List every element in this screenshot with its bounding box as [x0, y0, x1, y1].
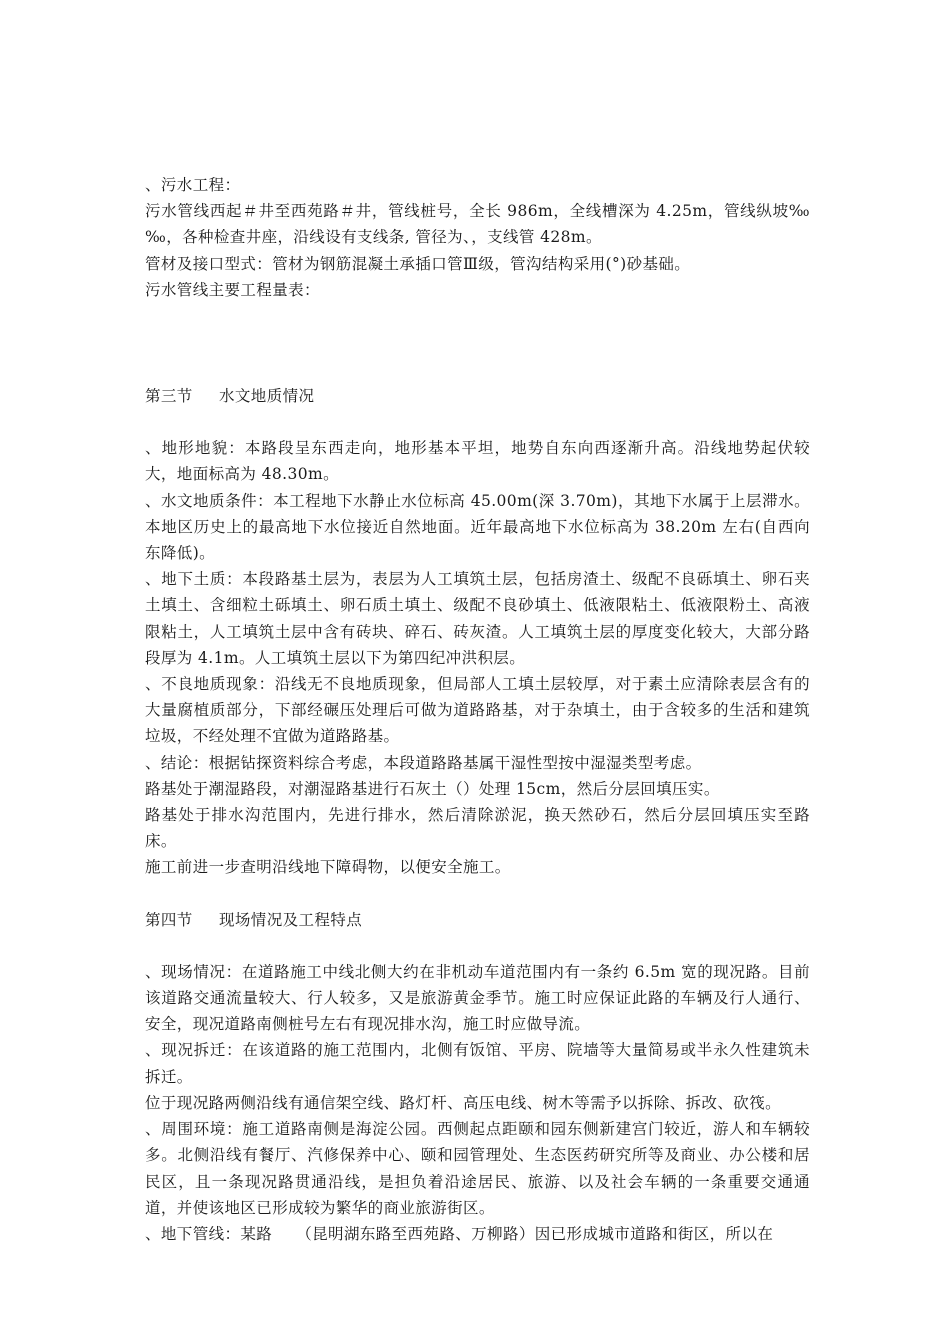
- site-condition-paragraph: 、现场情况：在道路施工中线北侧大约在非机动车道范围内有一条约 6.5m 宽的现况路。目前该道路交通流量较大、行人较多，又是旅游黄金季节。施工时应保证此路的车辆及行人通行、安全，现况道路南侧桩号左右有现况排水沟，施工时应做导流。: [145, 962, 810, 1034]
- section-4-title: 现场情况及工程特点: [219, 910, 363, 929]
- spacer: [145, 933, 810, 959]
- spacer: [145, 303, 810, 383]
- conclusion-paragraph: 、结论：根据钻探资料综合考虑，本段道路路基属干湿性型按中湿湿类型考虑。: [145, 753, 702, 772]
- hydrogeology-paragraph: 、水文地质条件：本工程地下水静止水位标高 45.00m(深 3.70m)，其地下水属于上层滞水。本地区历史上的最高地下水位接近自然地面。近年最高地下水位标高为 38.20m 左右(自西向东降低)。: [145, 491, 810, 563]
- surroundings-paragraph: 、周围环境：施工道路南侧是海淀公园。西侧起点距颐和园东侧新建宫门较近，游人和车辆较多。北侧沿线有餐厅、汽修保养中心、颐和园管理处、生态医药研究所等及商业、办公楼和居民区，且一条现况路贯通沿线，是担负着沿途居民、旅游、以及社会车辆的一条重要交通通道，并使该地区已形成较为繁华的商业旅游街区。: [145, 1120, 810, 1217]
- section-3-heading: [145, 383, 810, 409]
- spacer: [145, 881, 810, 907]
- soil-paragraph: 、地下土质：本段路基土层为，表层为人工填筑土层，包括房渣土、级配不良砾填土、卵石夹土填土、含细粒土砾填土、卵石质土填土、级配不良砂填土、低液限粘土、低液限粉土、高液限粘土，人工填筑土层中含有砖块、碎石、砖灰渣。人工填筑土层的厚度变化较大，大部分路段厚为 4.1m。人工填筑土层以下为第四纪冲洪积层。: [145, 570, 810, 667]
- spacer: [145, 409, 810, 435]
- section-3-number: 第三节: [145, 387, 193, 406]
- sewage-heading: 、污水工程：: [145, 176, 241, 194]
- obstacle-check-paragraph: 施工前进一步查明沿线地下障碍物，以便安全施工。: [145, 858, 511, 877]
- sewage-pipeline-paragraph: 污水管线西起＃井至西苑路＃井，管线桩号，全长 986m，全线槽深为 4.25m，管线纵坡‰ ‰，各种检查井座，沿线设有支线条, 管径为、，支线管 428m。: [145, 202, 810, 247]
- overhead-lines-paragraph: 位于现况路两侧沿线有通信架空线、路灯杆、高压电线、树木等需予以拆除、拆改、砍筏。: [145, 1093, 782, 1112]
- demolition-paragraph: 、现况拆迁：在该道路的施工范围内，北侧有饭馆、平房、院墙等大量简易或半永久性建筑未拆迁。: [145, 1041, 810, 1086]
- underground-pipes-paragraph: 、地下管线：某路 （昆明湖东路至西苑路、万柳路）因已形成城市道路和街区，所以在: [145, 1224, 774, 1243]
- section-3-title: 水文地质情况: [219, 387, 315, 406]
- quantity-table-caption: 污水管线主要工程量表：: [145, 280, 320, 299]
- wet-subgrade-paragraph: 路基处于潮湿路段，对潮湿路基进行石灰土（）处理 15cm，然后分层回填压实。: [145, 779, 720, 798]
- pipe-material-paragraph: 管材及接口型式：管材为钢筋混凝土承插口管Ⅲ级，管沟结构采用(°)砂基础。: [145, 254, 691, 273]
- terrain-paragraph: 、地形地貌：本路段呈东西走向，地形基本平坦，地势自东向西逐渐升高。沿线地势起伏较大，地面标高为 48.30m。: [145, 439, 810, 484]
- document-page: [145, 172, 810, 1247]
- adverse-geology-paragraph: 、不良地质现象：沿线无不良地质现象，但局部人工填土层较厚，对于素土应清除表层含有的大量腐植质部分，下部经碾压处理后可做为道路路基，对于杂填土，由于含较多的生活和建筑垃圾，不经处理不宜做为道路路基。: [145, 675, 810, 746]
- ditch-subgrade-paragraph: 路基处于排水沟范围内，先进行排水，然后清除淤泥，换天然砂石，然后分层回填压实至路床。: [145, 806, 810, 851]
- section-4-number: 第四节: [145, 910, 193, 929]
- section-4-heading: [145, 907, 810, 933]
